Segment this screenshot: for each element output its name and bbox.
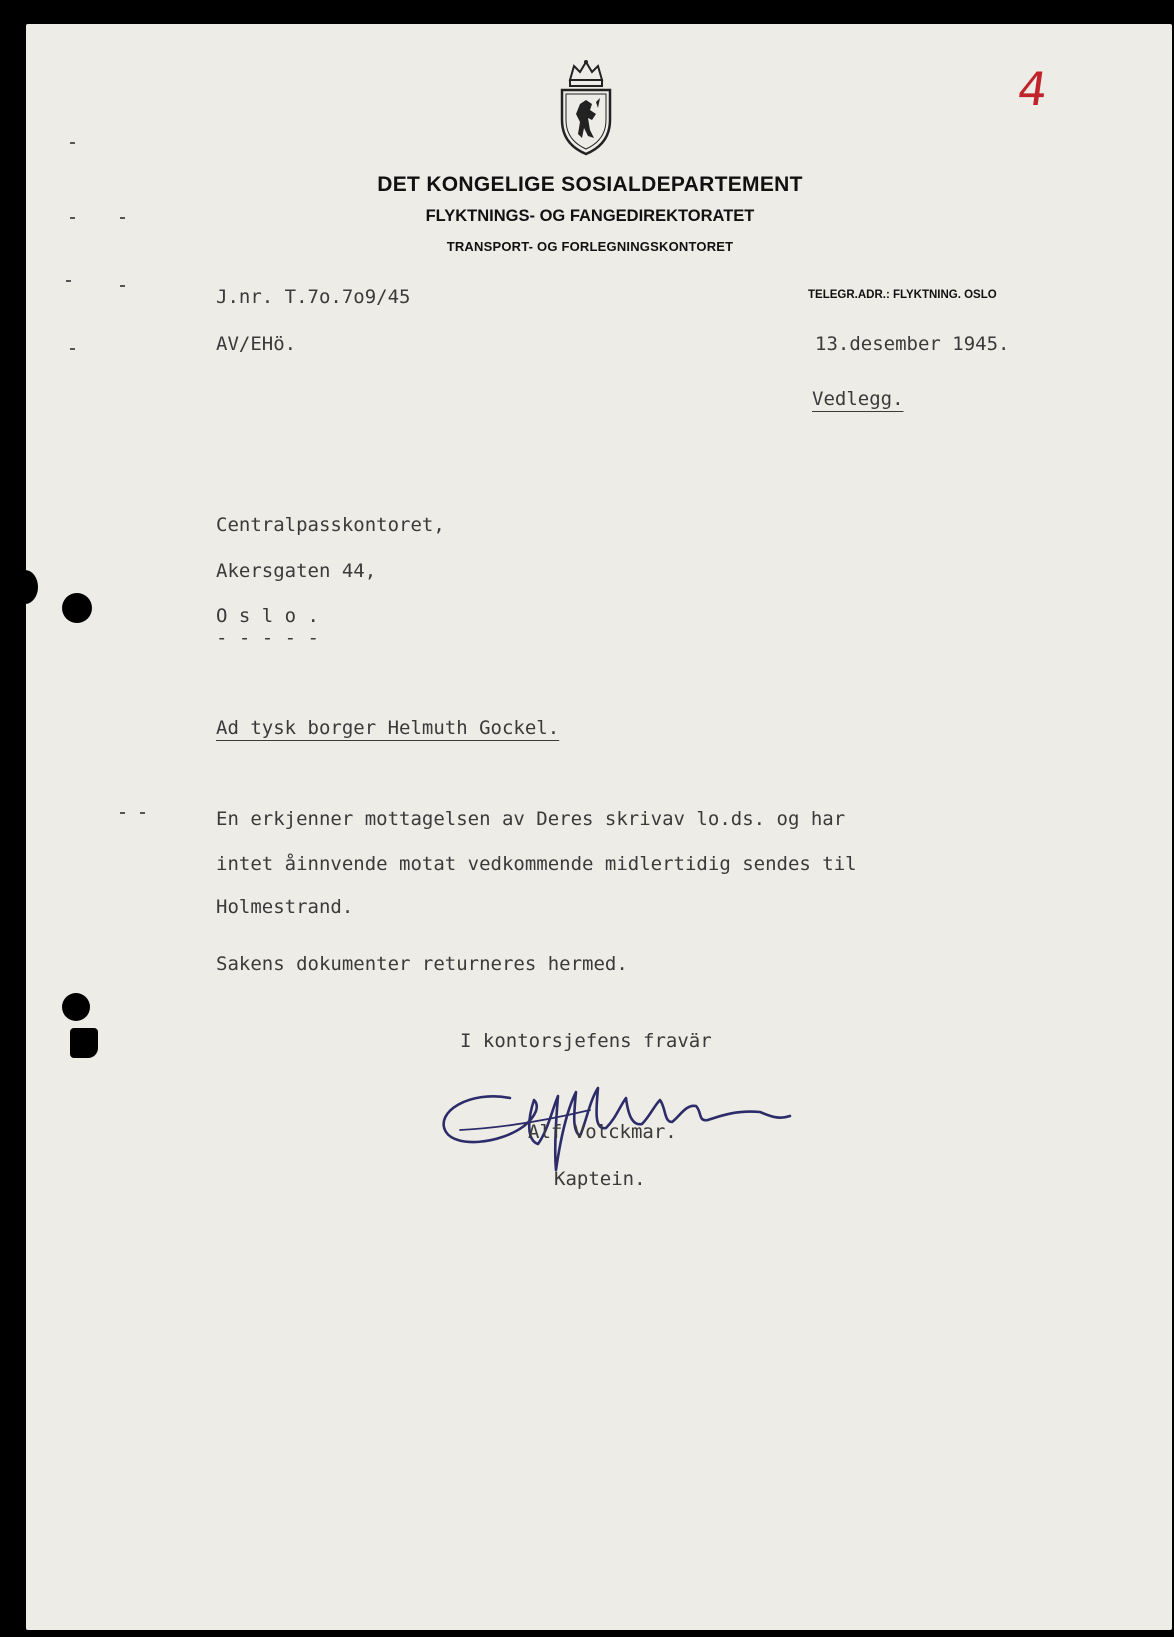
recipient-city: O s l o .	[216, 605, 319, 627]
letterhead-directorate: FLYKTNINGS- OG FANGEDIREKTORATET	[425, 207, 755, 225]
coat-of-arms-icon	[556, 58, 616, 158]
margin-mark	[120, 812, 125, 814]
punch-hole	[62, 993, 90, 1021]
punch-hole	[70, 1028, 98, 1058]
telegram-address: TELEGR.ADR.: FLYKTNING. OSLO	[808, 289, 997, 301]
letterhead-department: DET KONGELIGE SOSIALDEPARTEMENT	[377, 173, 803, 196]
punch-hole	[62, 593, 92, 623]
punch-hole	[12, 570, 38, 604]
enclosure-note: Vedlegg.	[812, 388, 904, 410]
margin-mark	[70, 348, 75, 350]
margin-mark	[120, 217, 125, 219]
recipient-name: Centralpasskontoret,	[216, 514, 445, 536]
margin-mark	[66, 280, 71, 282]
margin-mark	[70, 142, 75, 144]
body-line: Holmestrand.	[216, 896, 354, 918]
signatory-name: Alf Volckmar.	[528, 1121, 677, 1143]
initials: AV/EHö.	[216, 333, 297, 355]
body-line: intet åinnvende motat vedkommende midlertidig sendes til	[216, 853, 857, 875]
margin-mark	[70, 217, 75, 219]
margin-mark	[140, 812, 145, 814]
absence-note: I kontorsjefens fravär	[460, 1030, 712, 1052]
letterhead-office: TRANSPORT- OG FORLEGNINGSKONTORET	[446, 239, 734, 254]
recipient-street: Akersgaten 44,	[216, 560, 377, 582]
signatory-title: Kaptein.	[554, 1168, 646, 1190]
journal-number: J.nr. T.7o.7o9/45	[216, 286, 411, 308]
letter-date: 13.desember 1945.	[815, 333, 1010, 355]
page-number: 4	[1014, 62, 1052, 116]
margin-mark	[120, 285, 125, 287]
body-line: Sakens dokumenter returneres hermed.	[216, 953, 628, 975]
recipient-rule: - - - - -	[216, 627, 319, 649]
subject-line: Ad tysk borger Helmuth Gockel.	[216, 717, 560, 739]
body-line: En erkjenner mottagelsen av Deres skrivav lo.ds. og har	[216, 808, 846, 830]
